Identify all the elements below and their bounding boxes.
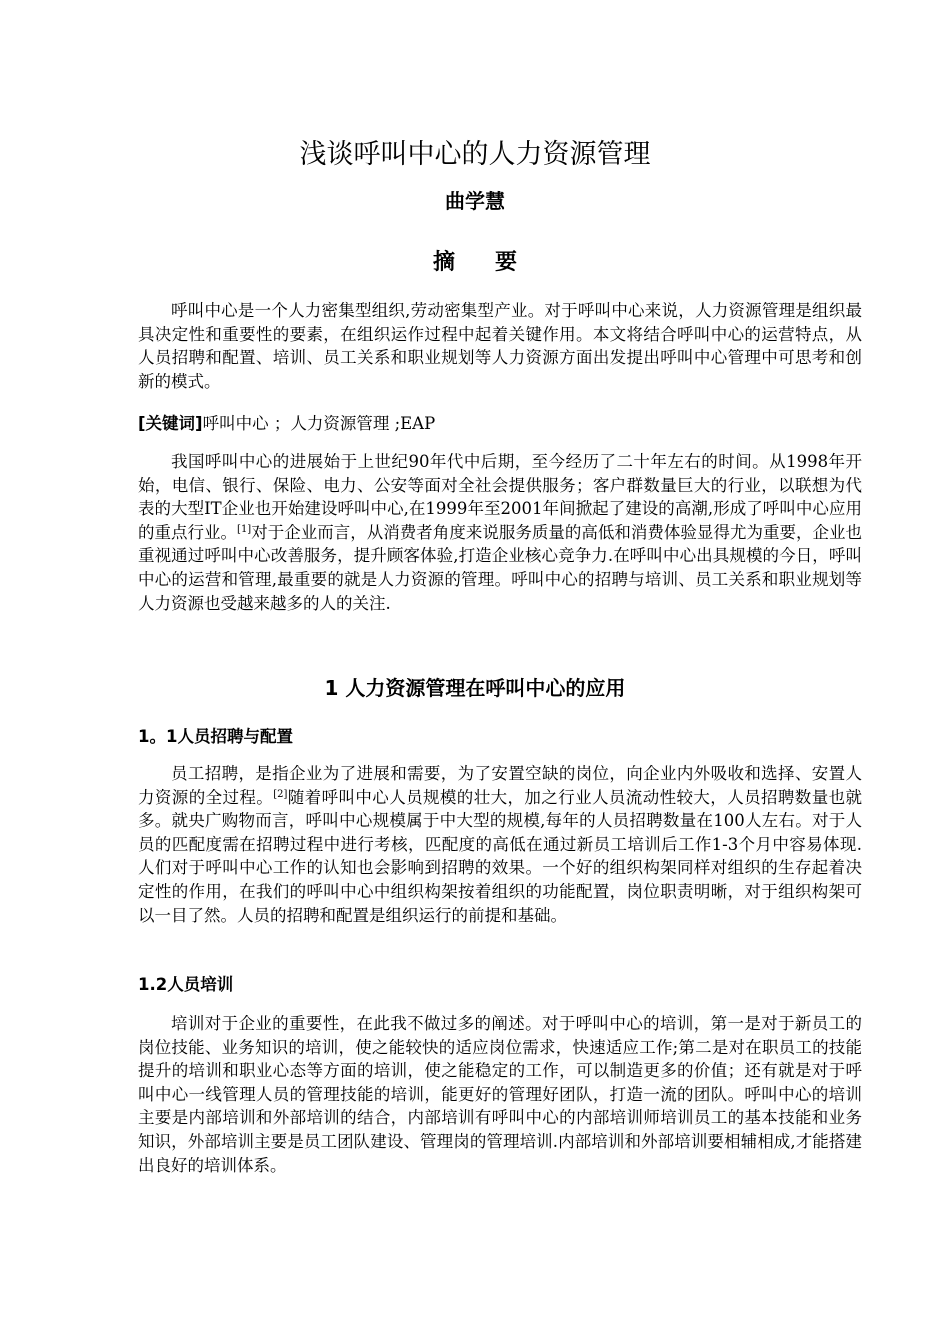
abstract-heading: 摘要 (432, 250, 557, 275)
citation-2: [2] (273, 788, 288, 800)
subsection-1-2-paragraph: 培训对于企业的重要性，在此我不做过多的阐述。对于呼叫中心的培训，第一是对于新员工的岗位技能、业务知识的培训，使之能较快的适应岗位需求，快速适应工作;第二是对在职员工的技能提升的培训和职业心态等方面的培训，使之能稳定的工作，可以制造更多的价值；还有就是对于呼叫中心一线管理人员的管理技能的培训，能更好的管理好团队，打造一流的团队。呼叫中心的培训主要是内部培训和外部培训的结合，内部培训有呼叫中心的内部培训师培训员工的基本技能和业务知识，外部培训主要是员工团队建设、管理岗的管理培训.内部培训和外部培训要相辅相成,才能搭建出良好的培训体系。 (138, 1014, 862, 1175)
keywords-text: 呼叫中心 ；人力资源管理 ;EAP (202, 414, 436, 433)
subsection-1-1-heading: 1。1人员招聘与配置 (138, 727, 293, 746)
subsection-1-2-heading: 1.2人员培训 (138, 975, 234, 994)
intro-text-2: 对于企业而言，从消费者角度来说服务质量的高低和消费体验显得尤为重要，企业也重视通过呼叫中心改善服务，提升顾客体验,打造企业核心竞争力.在呼叫中心出具规模的今日，呼叫中心的运营和管理,最重要的就是人力资源的管理。呼叫中心的招聘与培训、员工关系和职业规划等人力资源也受越来越多的人的关注. (138, 522, 863, 613)
author-name: 曲学慧 (445, 189, 505, 213)
recruit-text-2: 随着呼叫中心人员规模的壮大，加之行业人员流动性较大，人员招聘数量也就多。就央广购物而言，呼叫中心规模属于中大型的规模,每年的人员招聘数量在100人左右。对于人员的匹配度需在招聘过程中进行考核，匹配度的高低在通过新员工培训后工作1-3个月中容易体现.人们对于呼叫中心工作的认知也会影响到招聘的效果。一个好的组织构架同样对组织的生存起着决定性的作用，在我们的呼叫中心中组织构架按着组织的功能配置，岗位职责明晰，对于组织构架可以一目了然。人员的招聘和配置是组织运行的前提和基础。 (138, 787, 863, 925)
abstract-paragraph: 呼叫中心是一个人力密集型组织,劳动密集型产业。对于呼叫中心来说，人力资源管理是组织最具决定性和重要性的要素，在组织运作过程中起着关键作用。本文将结合呼叫中心的运营特点，从人员招聘和配置、培训、员工关系和职业规划等人力资源方面出发提出呼叫中心管理中可思考和创新的模式。 (138, 301, 862, 391)
keywords-line (138, 412, 862, 436)
keywords-label: [关键词] (138, 414, 203, 433)
subsection-1-1-paragraph (138, 762, 862, 927)
intro-paragraph (138, 450, 862, 615)
section-1-heading: 1 人力资源管理在呼叫中心的应用 (324, 676, 626, 700)
intro-text-1: 我国呼叫中心的进展始于上世纪90年代中后期，至今经历了二十年左右的时间。从1998年开始，电信、银行、保险、电力、公安等面对全社会提供服务；客户群数量巨大的行业，以联想为代表的大型IT企业也开始建设呼叫中心,在1999年至2001年间掀起了建设的高潮,形成了呼叫中心应用的重点行业。 (138, 452, 862, 542)
citation-1: [1] (237, 523, 252, 535)
recruit-text-1: 员工招聘，是指企业为了进展和需要，为了安置空缺的岗位，向企业内外吸收和选择、安置人力资源的全过程。 (138, 764, 862, 807)
document-title: 浅谈呼叫中心的人力资源管理 (299, 139, 651, 170)
